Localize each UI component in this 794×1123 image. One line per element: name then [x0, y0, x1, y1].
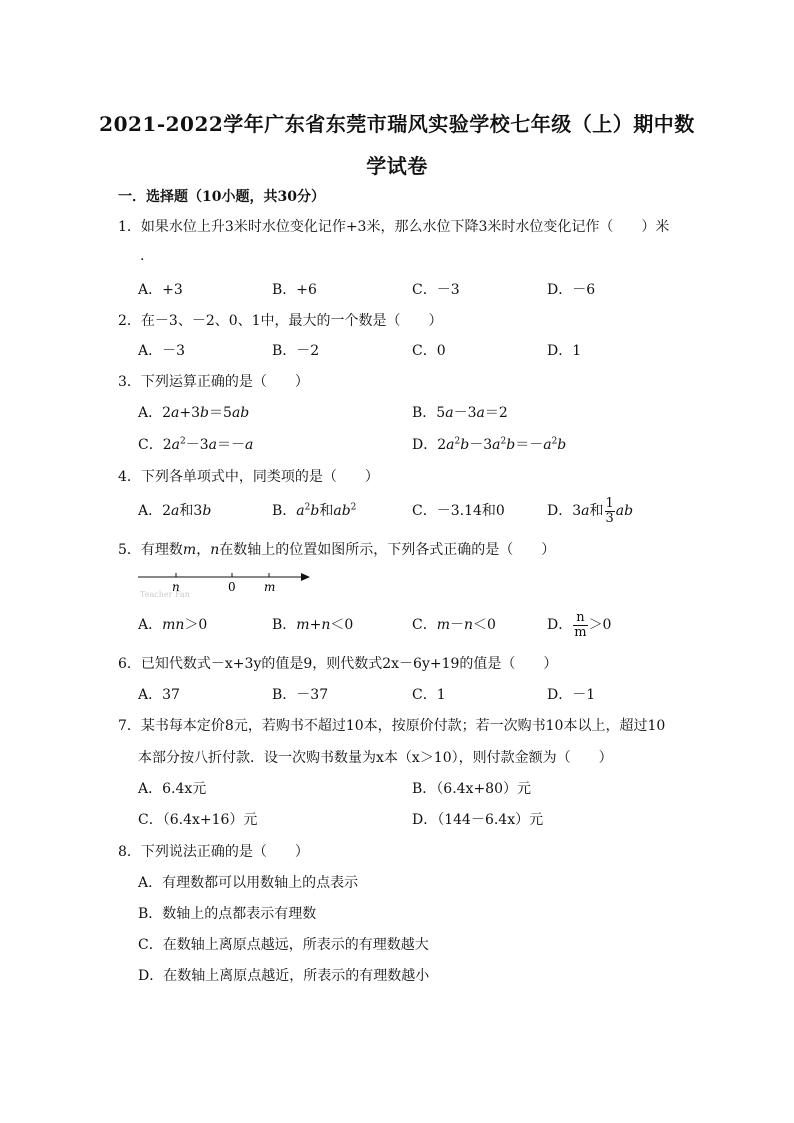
question-6-text: 6．已知代数式－x+3y的值是9，则代数式2x－6y+19的值是（ ）	[118, 656, 558, 672]
q3-option-a: A．2a+3b＝5ab	[138, 405, 250, 421]
q3-option-c: C．$2a^2-3a=-a$	[138, 436, 254, 453]
question-1-text: 1．如果水位上升3米时水位变化记作+3米，那么水位下降3米时水位变化记作（ ）米	[118, 219, 670, 235]
q6-option-c: C．1	[412, 687, 446, 703]
question-7-text: 7．某书每本定价8元，若购书不超过10本，按原价付款；若一次购书10本以上，超过10	[118, 718, 666, 734]
question-1-continuation: .	[140, 248, 145, 264]
watermark-text: Teacher Fan	[140, 590, 190, 599]
number-line-figure	[136, 566, 316, 600]
fraction-one-third: $\frac{1}{3}$	[605, 495, 614, 526]
number-line-arrow	[301, 573, 310, 581]
q8-option-d: D．在数轴上离原点越近，所表示的有理数越小	[138, 968, 430, 984]
q7-option-a: A．6.4x元	[138, 781, 207, 797]
q5-option-b: B．m+n＜0	[272, 617, 354, 633]
q2-option-a: A．－3	[138, 343, 186, 359]
q8-option-b: B．数轴上的点都表示有理数	[138, 906, 317, 922]
exam-title-line1: 2021-2022学年广东省东莞市瑞风实验学校七年级（上）期中数	[99, 112, 695, 136]
q2-option-d: D．1	[547, 343, 582, 359]
q1-option-d: D．－6	[547, 282, 596, 298]
q5-option-a: A．mn＞0	[138, 617, 208, 633]
fraction-n-over-m: $\frac{n}{m}$	[574, 609, 587, 640]
q8-option-c: C．在数轴上离原点越远，所表示的有理数越大	[138, 937, 429, 953]
q2-option-b: B．－2	[272, 343, 320, 359]
q1-option-c: C．－3	[412, 282, 460, 298]
question-2-text: 2．在－3、－2、0、1中，最大的一个数是（ ）	[118, 313, 443, 329]
q6-option-b: B．－37	[272, 687, 329, 703]
q4-option-b: B．$a^2b$和$ab^2$	[272, 502, 357, 519]
exam-title-line2: 学试卷	[366, 154, 428, 178]
question-3-text: 3．下列运算正确的是（ ）	[118, 374, 309, 390]
q6-option-a: A．37	[138, 687, 180, 703]
q1-option-a: A．+3	[138, 282, 183, 298]
question-5-text: 5．有理数m，n在数轴上的位置如图所示，下列各式正确的是（ ）	[118, 542, 556, 558]
label-zero: 0	[228, 580, 236, 594]
q6-option-d: D．－1	[547, 687, 596, 703]
q8-option-a: A．有理数都可以用数轴上的点表示	[138, 875, 359, 891]
q3-option-b: B．5a－3a＝2	[412, 405, 508, 421]
question-7-continuation: 本部分按八折付款．设一次购书数量为x本（x＞10），则付款金额为（ ）	[138, 750, 613, 766]
q2-option-c: C．0	[412, 343, 446, 359]
question-4-text: 4．下列各单项式中，同类项的是（ ）	[118, 469, 379, 485]
q7-option-b: B．（6.4x+80）元	[412, 781, 531, 797]
label-m: m	[264, 580, 276, 594]
q4-option-a: A．2a和3b	[138, 503, 212, 519]
section-heading: 一．选择题（10小题，共30分）	[118, 189, 325, 205]
q4-option-d: D．3a和 $\frac{1}{3}$ ab	[547, 495, 634, 526]
q5-option-c: C．m－n＜0	[412, 617, 496, 633]
q1-option-b: B．+6	[272, 282, 317, 298]
q5-option-d: D． $\frac{n}{m}$ ＞0	[547, 609, 612, 640]
q7-option-d: D．（144－6.4x）元	[412, 812, 544, 828]
q7-option-c: C．（6.4x+16）元	[138, 812, 258, 828]
q4-option-c: C．－3.14和0	[412, 503, 505, 519]
question-8-text: 8．下列说法正确的是（ ）	[118, 844, 309, 860]
label-n: n	[172, 580, 180, 594]
q3-option-d: D．$2a^2b-3a^2b=-a^2b$	[412, 436, 567, 453]
